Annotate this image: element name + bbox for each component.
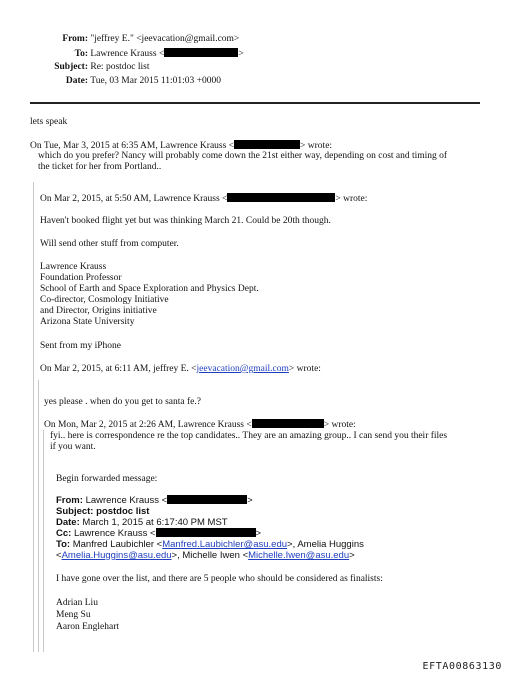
fwd-from-close: > [247,495,253,506]
date-value: Tue, 03 Mar 2015 11:01:03 +0000 [90,76,222,86]
signature-line-5: and Director, Origins initiative [40,306,157,316]
quote1-attribution [30,140,332,151]
to-label: To: [74,49,88,59]
quote3-attr-suffix: > wrote: [288,364,321,374]
quote4-text-b: if you want. [50,442,96,452]
fwd-subject-value: postdoc list [96,506,150,517]
quote4-attr-prefix: On Mon, Mar 2, 2015 at 2:26 AM, Lawrence Krauss < [44,420,252,430]
quote3-text: yes please . when do you get to santa fe.? [44,397,201,407]
document-id: EFTA00863130 [422,661,502,672]
header-date-row [30,76,221,86]
fwd-date-label: Date: [56,517,80,528]
header-to-row [30,48,244,59]
fwd-subject-label: Subject: [56,506,94,517]
quote-bar-level3 [38,380,39,652]
quote2-text: Haven't booked flight yet but was thinking March 21. Could be 20th though. [40,216,331,226]
to-prefix: Lawrence Krauss < [90,49,165,59]
quote-bar-level2 [33,182,34,652]
fwd-cc-close: > [255,528,262,539]
sent-from: Sent from my iPhone [40,341,122,351]
email-link[interactable]: Michelle.Iwen@asu.edu [248,550,350,561]
quote3-attr-prefix: On Mar 2, 2015, at 6:11 AM, jeffrey E. < [40,364,197,374]
header-from-row [30,34,239,44]
header-divider [30,102,480,104]
fwd-to-row [56,539,364,550]
quote3-attribution [40,364,321,374]
to-suffix: > [238,49,244,59]
fwd-date-value: March 1, 2015 at 6:17:40 PM MST [82,517,228,528]
redaction-box [227,193,335,202]
signature-line-4: Co-director, Cosmology Initiative [40,295,169,305]
from-label: From: [62,34,88,44]
quote2-attr-prefix: On Mar 2, 2015, at 5:50 AM, Lawrence Krauss < [40,194,228,204]
quote4-attr-suffix: > wrote: [323,420,356,430]
fwd-to-text-d: >, Michelle Iwen < [171,550,249,561]
reply-text: lets speak [30,117,68,127]
fwd-to-text-c: < [56,550,62,561]
fwd-body-text: I have gone over the list, and there are 5 people who should be considered as finalists: [56,574,383,584]
header-subject-row [30,62,150,72]
email-link[interactable]: Amelia.Huggins@asu.edu [61,550,172,561]
redaction-box [164,48,238,57]
redaction-box [234,140,300,149]
quote4-text-a: fyi.. here is correspondence re the top candidates.. They are an amazing group.. I can send you their files [50,431,448,441]
quote1-attr-prefix: On Tue, Mar 3, 2015 at 6:35 AM, Lawrence Krauss < [30,141,235,151]
quote1-text-a: which do you prefer? Nancy will probably come down the 21st either way, depending on cost and timing of [38,151,448,161]
redaction-box [252,419,324,428]
quote2-text2: Will send other stuff from computer. [40,239,179,249]
quote1-text-b: the ticket for her from Portland.. [38,162,162,172]
signature-line-1: Lawrence Krauss [40,262,107,272]
fwd-to-row-cont [56,550,355,561]
from-value: "jeffrey E." <jeevacation@gmail.com> [90,34,240,44]
fwd-from-value: Lawrence Krauss < [85,495,168,506]
quote2-attr-suffix: > wrote: [335,194,368,204]
fwd-subject-row [56,506,149,517]
fwd-cc-label: Cc: [56,528,72,539]
signature-line-2: Foundation Professor [40,273,122,283]
quote2-attribution [40,193,367,204]
fwd-date-row [56,517,228,528]
fwd-to-text-a: Manfred Laubichler < [72,539,163,550]
fwd-to-text-b: >, Amelia Huggins [287,539,364,550]
finalist-name: Adrian Liu [56,598,98,608]
subject-value: Re: postdoc list [90,62,150,72]
fwd-cc-row [56,528,261,539]
fwd-from-row [56,495,253,506]
subject-label: Subject: [54,62,88,72]
signature-line-6: Arizona State University [40,317,135,327]
redaction-box [156,528,256,537]
quote4-attribution [44,419,356,430]
fwd-from-label: From: [56,495,83,506]
quote1-attr-suffix: > wrote: [300,141,333,151]
email-link[interactable]: Manfred.Laubichler@asu.edu [162,539,288,550]
date-label: Date: [65,76,88,86]
forwarded-header: Begin forwarded message: [56,474,158,484]
fwd-cc-value: Lawrence Krauss < [73,528,156,539]
fwd-to-text-e: > [349,550,355,561]
finalist-name: Meng Su [56,610,91,620]
signature-line-3: School of Earth and Space Exploration and Physics Dept. [40,284,259,294]
redaction-box [167,495,247,504]
email-link[interactable]: jeevacation@gmail.com [196,364,289,374]
fwd-to-label: To: [56,539,71,550]
quote-bar-level4 [43,430,44,652]
finalist-name: Aaron Englehart [56,622,120,632]
